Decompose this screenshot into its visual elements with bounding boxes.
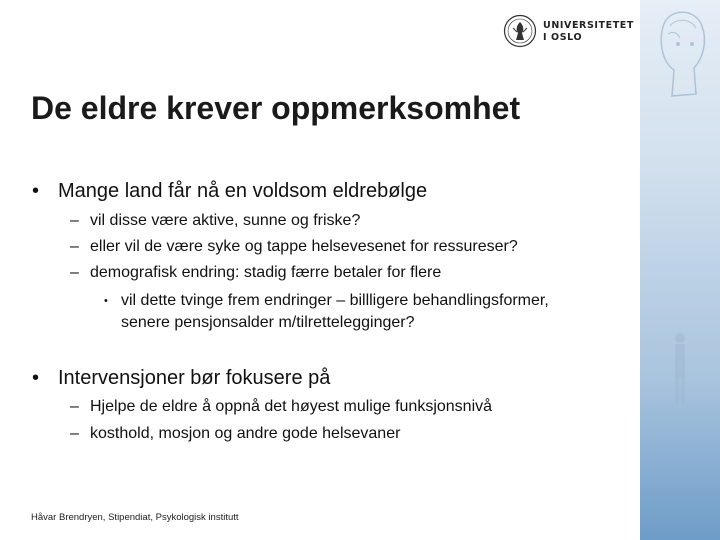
dash-icon: –: [70, 264, 79, 281]
university-name: [543, 20, 634, 44]
dash-item: [70, 212, 360, 230]
dash-item: [70, 238, 518, 256]
sub-bullet-line-2: senere pensjonsalder m/tilrettelegginger?: [121, 314, 415, 331]
slide-footer: Håvar Brendryen, Stipendiat, Psykologisk institutt: [31, 512, 239, 523]
dash-icon: –: [70, 212, 79, 229]
sub-bullet-line-1: vil dette tvinge frem endringer – billligere behandlingsformer,: [121, 292, 549, 309]
dash-text: demografisk endring: stadig færre betaler for flere: [90, 264, 442, 281]
dash-text: Hjelpe de eldre å oppnå det høyest mulige funksjonsnivå: [90, 398, 493, 415]
decorative-side-band: [640, 0, 720, 540]
bullet-dot-icon: •: [32, 367, 40, 389]
dash-icon: –: [70, 398, 79, 415]
dash-icon: –: [70, 425, 79, 442]
bullet-text: Mange land får nå en voldsom eldrebølge: [58, 180, 428, 202]
bullet-item: [32, 180, 427, 203]
logo-line-1: UNIVERSITETET: [543, 20, 634, 31]
university-logo: [503, 14, 633, 50]
bullet-dot-icon: •: [32, 180, 40, 202]
slide-title: De eldre krever oppmerksomhet: [31, 90, 521, 126]
logo-line-2: I OSLO: [543, 32, 583, 43]
dash-item: [70, 398, 492, 416]
dash-text: kosthold, mosjon og andre gode helsevaner: [90, 425, 401, 442]
bullet-item: [32, 367, 330, 390]
small-bullet-icon: •: [104, 295, 108, 307]
university-seal-icon: [503, 14, 537, 48]
dash-text: vil disse være aktive, sunne og friske?: [90, 212, 361, 229]
standing-figure-image: [670, 330, 690, 410]
dash-text: eller vil de være syke og tappe helsevesenet for ressureser?: [90, 238, 518, 255]
bullet-text: Intervensjoner bør fokusere på: [58, 367, 331, 389]
dash-icon: –: [70, 238, 79, 255]
dash-item: [70, 264, 441, 282]
statue-head-image: [644, 4, 716, 114]
dash-item: [70, 425, 400, 443]
